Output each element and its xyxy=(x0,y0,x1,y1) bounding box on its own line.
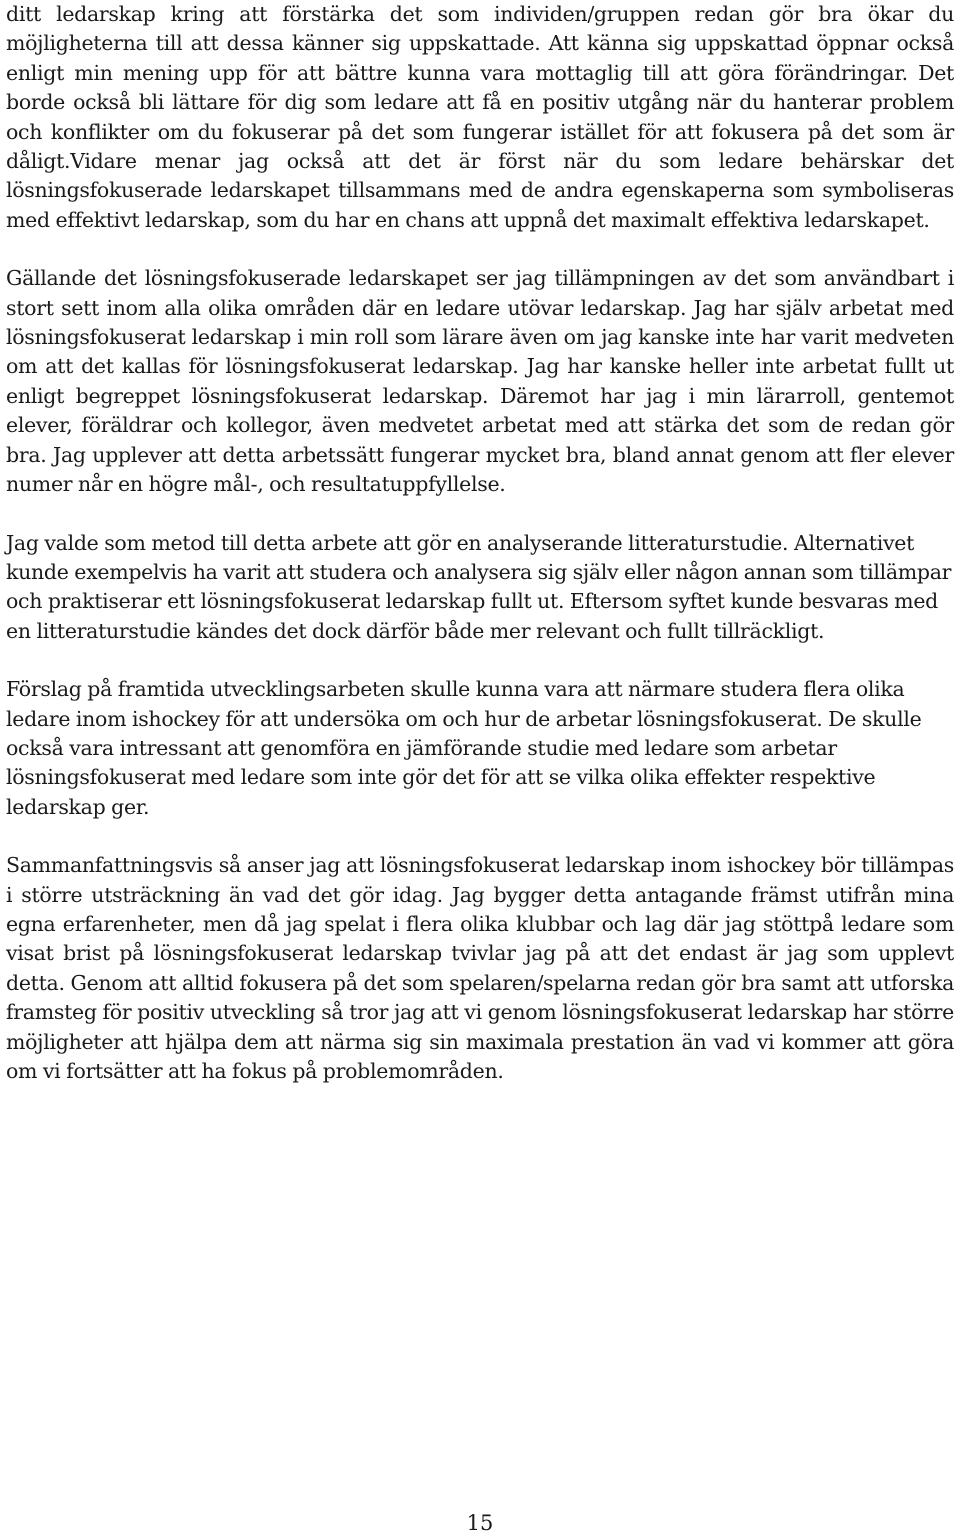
paragraph-method: Jag valde som metod till detta arbete att gör en analyserande litteraturstudie. Alternativet kunde exempelvis ha varit att studera och analysera sig själv eller någon annan som tillämpar och praktiserar ett lösningsfokuserat ledarskap fullt ut. Eftersom syftet kunde besvaras med en litteraturstudie kändes det dock därför både mer relevant och fullt tillräckligt. xyxy=(6,530,952,643)
paragraph-effective-leadership: ditt ledarskap kring att förstärka det som individen/gruppen redan gör bra ökar du möjligheterna till att dessa känner sig uppskattade. Att känna sig uppskattad öppnar också enligt min mening upp för att bättre kunna vara mottaglig till att göra förändringar. Det borde också bli lättare för dig som ledare att få en positiv utgång när du hanterar problem och konflikter om du fokuserar på det som fungerar istället för att fokusera på det som är dåligt.Vidare menar jag också att det är först när du som ledare behärskar det lösningsfokuserade ledarskapet tillsammans med de andra egenskaperna som symboliseras med effektivt ledarskap, som du har en chans att uppnå det maximalt effektiva ledarskapet. xyxy=(6,2,954,232)
paragraph-future-work: Förslag på framtida utvecklingsarbeten skulle kunna vara att närmare studera flera olika ledare inom ishockey för att undersöka om och hur de arbetar lösningsfokuserat. De skulle också vara intressant att genomföra en jämförande studie med ledare som arbetar lösningsfokuserat med ledare som inte gör det för att se vilka olika effekter respektive ledarskap ger. xyxy=(6,677,922,819)
paragraph-application: Gällande det lösningsfokuserade ledarskapet ser jag tillämpningen av det som användbart i stort sett inom alla olika områden där en ledare utövar ledarskap. Jag har själv arbetat med lösningsfokuserat ledarskap i min roll som lärare även om jag kanske inte har varit medveten om att det kallas för lösningsfokuserat ledarskap. Jag har kanske heller inte arbetat fullt ut enligt begreppet lösningsfokuserat ledarskap. Däremot har jag i min lärarroll, gentemot elever, föräldrar och kollegor, även medvetet arbetat med att stärka det som de redan gör bra. Jag upplever att detta arbetssätt fungerar mycket bra, bland annat genom att fler elever numer når en högre mål-, och resultatuppfyllelse. xyxy=(6,266,954,497)
document-page xyxy=(6,0,954,1086)
paragraph-summary: Sammanfattningsvis så anser jag att lösningsfokuserat ledarskap inom ishockey bör tillämpas i större utsträckning än vad det gör idag. Jag bygger detta antagande främst utifrån mina egna erfarenheter, men då jag spelat i flera olika klubbar och lag där jag stöttpå ledare som visat brist på lösningsfokuserat ledarskap tvivlar jag på att det endast är jag som upplevt detta. Genom att alltid fokusera på det som spelaren/spelarna redan gör bra samt att utforska framsteg för positiv utveckling så tror jag att vi genom lösningsfokuserat ledarskap har större möjligheter att hjälpa dem att närma sig sin maximala prestation än vad vi kommer att göra om vi fortsätter att ha fokus på problemområden. xyxy=(6,853,954,1083)
page-number: 15 xyxy=(466,1511,494,1535)
